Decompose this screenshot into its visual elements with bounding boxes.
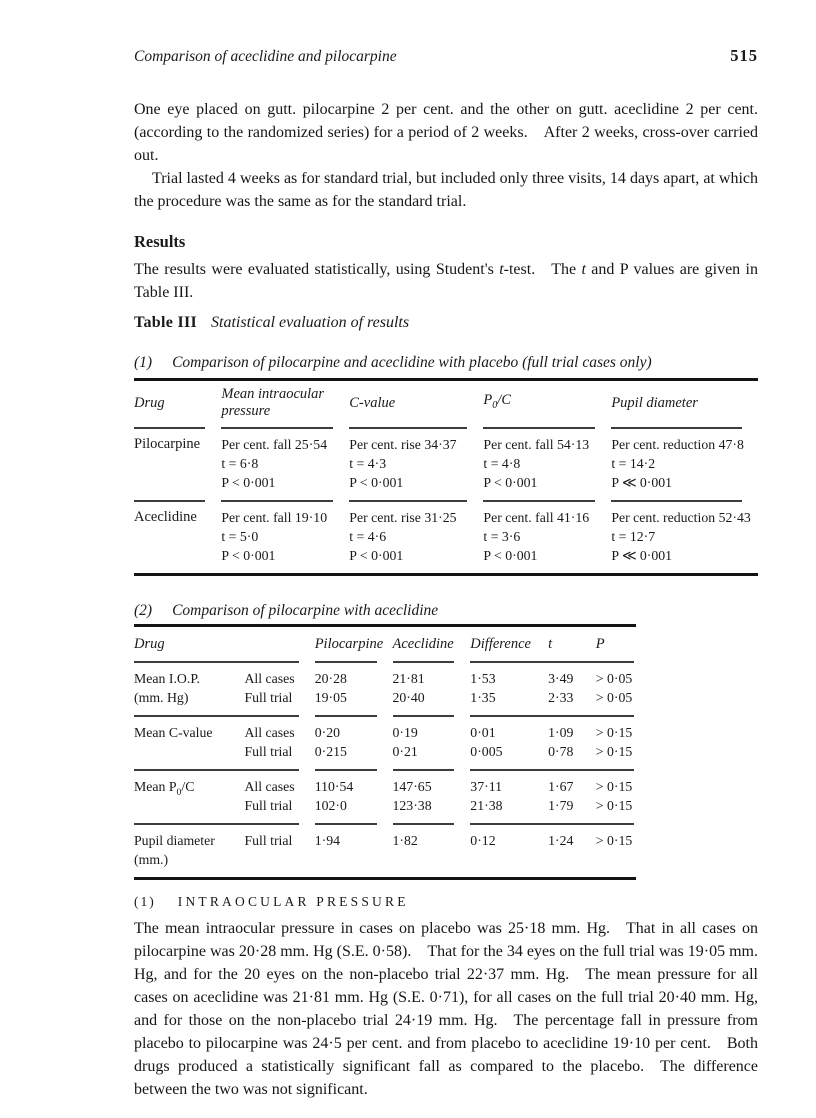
table-cell: 110·54 102·0	[314, 779, 354, 813]
table3-label: Table III	[134, 314, 198, 331]
table3-caption	[134, 314, 758, 334]
table2-section-title	[134, 602, 758, 622]
running-head	[134, 46, 758, 66]
table2-header-p: P	[595, 636, 605, 652]
table-cell: Per cent. reduction 47·8 t = 14·2 P ≪ 0·001	[611, 437, 744, 490]
page-content	[134, 0, 758, 1101]
table-cell: 20·28 19·05	[314, 671, 347, 705]
table-cell: 0·12	[470, 833, 496, 848]
table-cell: 1·94	[314, 833, 340, 848]
table2-section-text: Comparison of pilocarpine with aceclidine	[172, 602, 439, 619]
table-cell: Per cent. rise 34·37 t = 4·3 P < 0·001	[349, 437, 457, 490]
table1-section-title	[134, 354, 758, 374]
table-cell: Per cent. fall 41·16 t = 3·6 P < 0·001	[483, 510, 590, 563]
table2-header-aceclidine: Aceclidine	[392, 636, 454, 652]
iop-heading-label: (1)	[134, 894, 156, 909]
table-cell: 37·11 21·38	[470, 779, 503, 813]
table-cell: Per cent. rise 31·25 t = 4·6 P < 0·001	[349, 510, 457, 563]
table-cell: 1·53 1·35	[470, 671, 496, 705]
results-paragraph: The results were evaluated statistically, using Student's t-test. The t and P values are given in Table III.	[134, 261, 759, 301]
table-cell: > 0·15	[595, 833, 633, 848]
table-rule-thick	[134, 573, 758, 576]
table-cell: Full trial	[244, 833, 293, 848]
table-cell: 21·81 20·40	[392, 671, 425, 705]
table1-row-drug: Aceclidine	[134, 509, 197, 525]
results-heading: Results	[134, 232, 186, 251]
table-cell: 1·09 0·78	[548, 725, 574, 759]
table-cell: 0·20 0·215	[314, 725, 347, 759]
table2-header-drug: Drug	[134, 636, 165, 652]
table-cell: 1·24	[548, 833, 574, 848]
table2-group-label: Mean I.O.P. (mm. Hg)	[134, 671, 200, 705]
table2-grid	[134, 627, 636, 877]
table-cell: Per cent. fall 54·13 t = 4·8 P < 0·001	[483, 437, 590, 490]
table2	[134, 624, 636, 880]
intro-paragraph-1: One eye placed on gutt. pilocarpine 2 per cent. and the other on gutt. aceclidine 2 per cent. (according to the randomized series) for a period of 2 weeks. After 2 weeks, cross-over carried out.	[134, 101, 758, 164]
table1-header-drug: Drug	[134, 394, 165, 411]
table-cell: All cases Full trial	[244, 671, 295, 705]
table2-group-label: Pupil diameter (mm.)	[134, 833, 215, 867]
table-rule-thick	[134, 877, 636, 880]
table-cell: 0·01 0·005	[470, 725, 503, 759]
table3-caption-text: Statistical evaluation of results	[211, 314, 410, 331]
table-cell: Per cent. fall 19·10 t = 5·0 P < 0·001	[221, 510, 328, 563]
table-cell: All cases Full trial	[244, 779, 295, 813]
table-cell: 0·19 0·21	[392, 725, 418, 759]
table2-header-spacer	[244, 627, 314, 661]
iop-heading-text: INTRAOCULAR PRESSURE	[177, 894, 409, 909]
intro-paragraph-2: Trial lasted 4 weeks as for standard trial, but included only three visits, 14 days apart, at which the procedure was the same as for the standard trial.	[134, 170, 758, 210]
table1-section-text: Comparison of pilocarpine and aceclidine with placebo (full trial cases only)	[172, 354, 652, 371]
table1-section-label: (1)	[134, 354, 153, 371]
table1-header-iop: Mean intraocular pressure	[221, 386, 325, 419]
table2-group-label: Mean C-value	[134, 725, 213, 740]
iop-paragraph: The mean intraocular pressure in cases on placebo was 25·18 mm. Hg. That in all cases on pilocarpine was 20·28 mm. Hg (S.E. 0·58). That for the 34 eyes on the full trial was 19·05 mm. Hg, and for the 20 eyes on the non-placebo trial 22·37 mm. Hg. The mean pressure for all cases on aceclidine was 21·81 mm. Hg (S.E. 0·71), for all cases on the full trial 20·40 mm. Hg, and for those on the non-placebo trial 24·19 mm. Hg. The percentage fall in pressure from placebo to pilocarpine was 24·5 per cent. and from placebo to aceclidine 19·10 per cent. Both drugs produced a statistically significant fall as compared to the placebo. The difference between the two was not significant.	[134, 920, 758, 1098]
table-cell: 147·65 123·38	[392, 779, 432, 813]
table2-section-label: (2)	[134, 602, 153, 619]
table1-grid	[134, 381, 758, 573]
table-cell: All cases Full trial	[244, 725, 295, 759]
table-cell: 1·67 1·79	[548, 779, 574, 813]
page-number: 515	[730, 46, 758, 65]
table-cell: Per cent. reduction 52·43 t = 12·7 P ≪ 0·001	[611, 510, 751, 563]
table-cell: 3·49 2·33	[548, 671, 574, 705]
table2-header-difference: Difference	[470, 636, 531, 652]
table2-header-t: t	[548, 636, 553, 652]
table-cell: > 0·05 > 0·05	[595, 671, 633, 705]
table-cell: 1·82	[392, 833, 418, 848]
table2-group-label: Mean $P_0/C$	[134, 779, 195, 798]
table-cell: > 0·15 > 0·15	[595, 779, 633, 813]
intraocular-pressure-heading	[134, 894, 758, 912]
table1-header-pupil: Pupil diameter	[611, 394, 698, 411]
table1-header-cvalue: C-value	[349, 394, 396, 411]
table-cell: Per cent. fall 25·54 t = 6·8 P < 0·001	[221, 437, 328, 490]
table2-header-pilocarpine: Pilocarpine	[314, 636, 384, 652]
table1	[134, 378, 758, 576]
table-cell: > 0·15 > 0·15	[595, 725, 633, 759]
table1-row-drug: Pilocarpine	[134, 436, 201, 452]
table1-header-poc: $P_0/C$	[483, 392, 512, 411]
running-head-title: Comparison of aceclidine and pilocarpine	[134, 48, 397, 65]
